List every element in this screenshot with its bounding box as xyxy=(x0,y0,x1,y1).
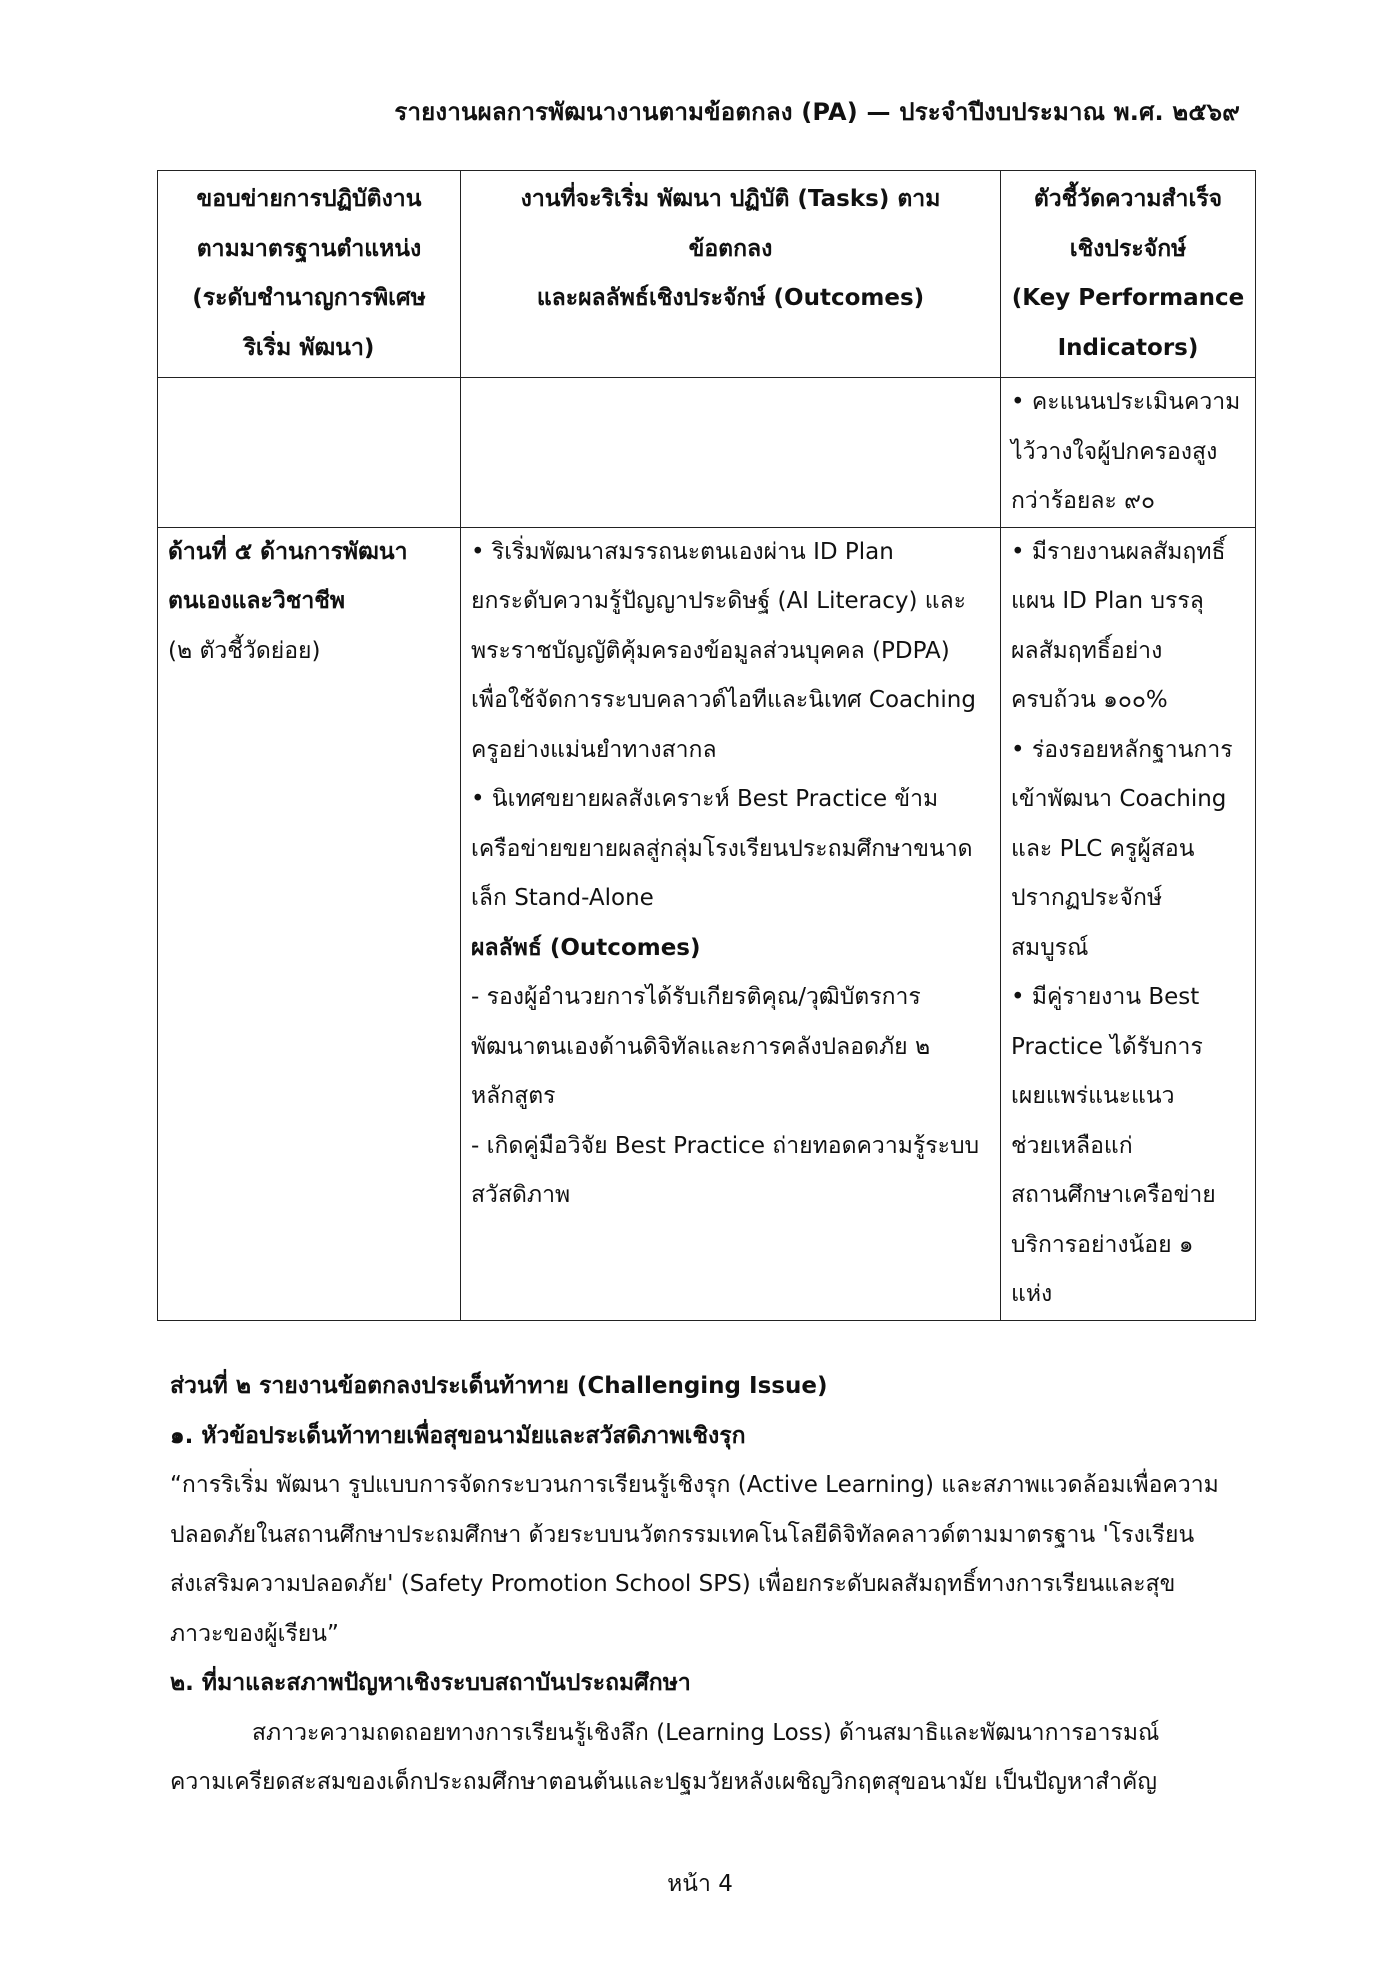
issue-quote-line: ภาวะของผู้เรียน” xyxy=(170,1620,339,1647)
background-paragraph-line: ความเครียดสะสมของเด็กประถมศึกษาตอนต้นและปฐมวัยหลังเผชิญวิกฤตสุขอนามัย เป็นปัญหาสำคัญ xyxy=(170,1769,1158,1795)
part2-title: ส่วนที่ ๒ รายงานข้อตกลงประเด็นท้าทาย (Challenging Issue) xyxy=(170,1373,828,1399)
table-row xyxy=(158,378,1256,528)
background-heading: ๒. ที่มาและสภาพปัญหาเชิงระบบสถาบันประถมศึกษา xyxy=(170,1670,691,1696)
header-kpi: ตัวชี้วัดความสำเร็จ เชิงประจักษ์ (Key Performance Indicators) xyxy=(1001,171,1256,378)
row2-tasks-cell: • ริเริ่มพัฒนาสมรรถนะตนเองผ่าน ID Plan ยกระดับความรู้ปัญญาประดิษฐ์ (AI Literacy) และ พระราชบัญญัติคุ้มครองข้อมูลส่วนบุคคล (PDPA) เพื่อใช้จัดการระบบคลาวด์ไอทีและนิเทศ Coaching ครูอย่างแม่นยำทางสากล • นิเทศขยายผลสังเคราะห์ Best Practice ข้าม เครือข่ายขยายผลสู่กลุ่มโรงเรียนประถมศึกษาขนาด เล็ก Stand-Alone ผลลัพธ์ (Outcomes) - รองผู้อำนวยการได้รับเกียรติคุณ/วุฒิบัตรการ พัฒนาตนเองด้านดิจิทัลและการคลังปลอดภัย ๒ หลักสูตร - เกิดคู่มือวิจัย Best Practice ถ่ายทอดความรู้ระบบ สวัสดิภาพ xyxy=(461,527,1001,1320)
header-tasks: งานที่จะริเริ่ม พัฒนา ปฏิบัติ (Tasks) ตาม ข้อตกลง และผลลัพธ์เชิงประจักษ์ (Outcomes) xyxy=(461,171,1001,378)
issue-heading: ๑. หัวข้อประเด็นท้าทายเพื่อสุขอนามัยและสวัสดิภาพเชิงรุก xyxy=(170,1422,746,1449)
row1-kpi-cell: • คะแนนประเมินความ ไว้วางใจผู้ปกครองสูง กว่าร้อยละ ๙๐ xyxy=(1001,378,1256,528)
issue-quote-line: ส่งเสริมความปลอดภัย' (Safety Promotion School SPS) เพื่อยกระดับผลสัมฤทธิ์ทางการเรียนและสุข xyxy=(170,1571,1176,1597)
page-number: หน้า 4 xyxy=(667,1871,733,1897)
outcomes-title: ผลลัพธ์ (Outcomes) xyxy=(471,934,701,961)
row1-scope-cell xyxy=(158,378,461,528)
background-paragraph-line: สภาวะความถดถอยทางการเรียนรู้เชิงลึก (Learning Loss) ด้านสมาธิและพัฒนาการอารมณ์ xyxy=(252,1719,1160,1746)
row2-kpi-cell: • มีรายงานผลสัมฤทธิ์ แผน ID Plan บรรลุ ผลสัมฤทธิ์อย่าง ครบถ้วน ๑๐๐% • ร่องรอยหลักฐานการ เข้าพัฒนา Coaching และ PLC ครูผู้สอน ปรากฏประจักษ์ สมบูรณ์ • มีคู่รายงาน Best Practice ได้รับการ เผยแพร่แนะแนว ช่วยเหลือแก่ สถานศึกษาเครือข่าย บริการอย่างน้อย ๑ แห่ง xyxy=(1001,527,1256,1320)
table-header-row xyxy=(158,171,1256,378)
part2-section xyxy=(170,1362,1240,1808)
row2-scope-cell: ด้านที่ ๕ ด้านการพัฒนา ตนเองและวิชาชีพ (๒ ตัวชี้วัดย่อย) xyxy=(158,527,461,1320)
header-scope: ขอบข่ายการปฏิบัติงาน ตามมาตรฐานตำแหน่ง (ระดับชำนาญการพิเศษ ริเริ่ม พัฒนา) xyxy=(158,171,461,378)
pa-agreement-table xyxy=(157,170,1256,1321)
issue-quote-line: “การริเริ่ม พัฒนา รูปแบบการจัดกระบวนการเรียนรู้เชิงรุก (Active Learning) และสภาพแวดล้อมเพื่อความ xyxy=(170,1472,1219,1498)
row1-tasks-cell xyxy=(461,378,1001,528)
document-header: รายงานผลการพัฒนางานตามข้อตกลง (PA) — ประจำปีงบประมาณ พ.ศ. ๒๕๖๙ xyxy=(394,98,1240,126)
issue-quote-line: ปลอดภัยในสถานศึกษาประถมศึกษา ด้วยระบบนวัตกรรมเทคโนโลยีดิจิทัลคลาวด์ตามมาตรฐาน 'โรงเรียน xyxy=(170,1521,1195,1548)
table-row xyxy=(158,527,1256,1320)
